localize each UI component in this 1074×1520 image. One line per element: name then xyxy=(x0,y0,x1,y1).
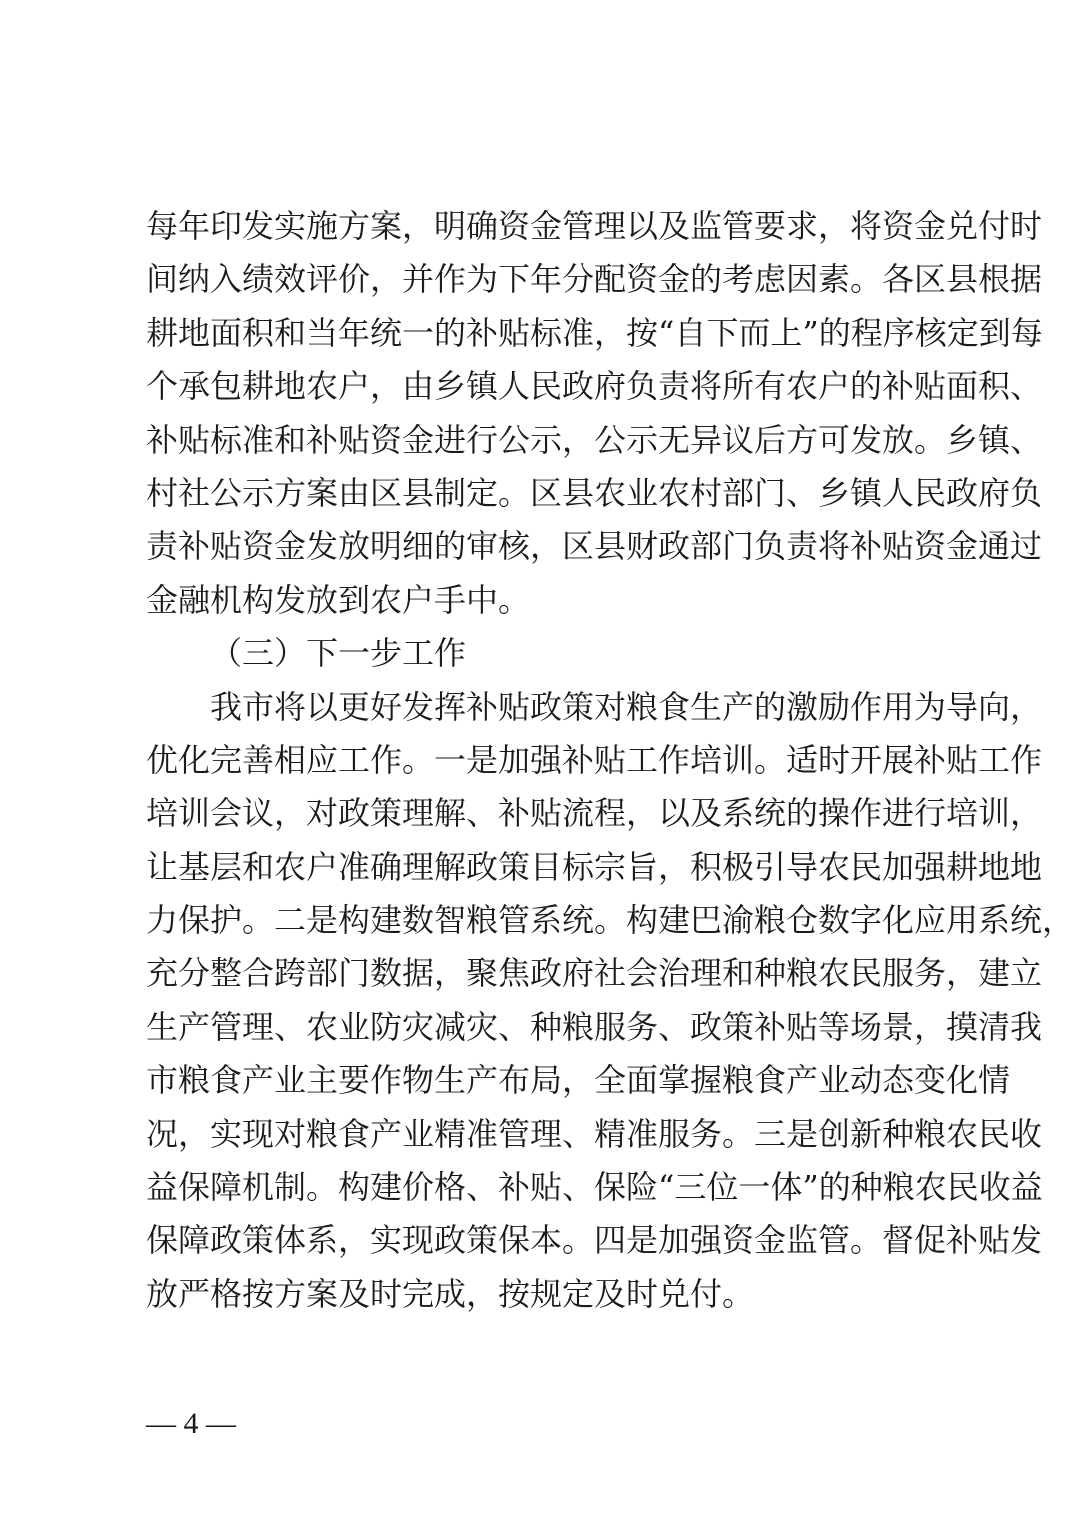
text-line: 生产管理、农业防灾减灾、种粮服务、政策补贴等场景，摸清我 xyxy=(146,1007,1043,1046)
paragraph-next-steps xyxy=(146,681,1074,1322)
text-line: 力保护。二是构建数智粮管系统。构建巴渝粮仓数字化应用系统， xyxy=(146,901,1074,940)
text-line: 培训会议，对政策理解、补贴流程，以及系统的操作进行培训， xyxy=(146,794,1043,833)
text-line: 放严格按方案及时完成，按规定及时兑付。 xyxy=(146,1274,755,1313)
text-line: 补贴标准和补贴资金进行公示，公示无异议后方可发放。乡镇、 xyxy=(146,420,1043,459)
paragraph-funding-procedure xyxy=(146,200,1043,627)
text-line: 金融机构发放到农户手中。 xyxy=(146,580,531,619)
text-line: 我市将以更好发挥补贴政策对粮食生产的激励作用为导向， xyxy=(210,687,1043,726)
text-line: 让基层和农户准确理解政策目标宗旨，积极引导农民加强耕地地 xyxy=(146,847,1043,886)
text-line: 保障政策体系，实现政策保本。四是加强资金监管。督促补贴发 xyxy=(146,1221,1043,1260)
text-line: 间纳入绩效评价，并作为下年分配资金的考虑因素。各区县根据 xyxy=(146,260,1043,299)
text-line: 个承包耕地农户，由乡镇人民政府负责将所有农户的补贴面积、 xyxy=(146,367,1043,406)
text-line: 充分整合跨部门数据，聚焦政府社会治理和种粮农民服务，建立 xyxy=(146,954,1043,993)
page-number: — 4 — xyxy=(146,1407,236,1440)
text-line: 市粮食产业主要作物生产布局，全面掌握粮食产业动态变化情 xyxy=(146,1061,1011,1100)
text-line: 优化完善相应工作。一是加强补贴工作培训。适时开展补贴工作 xyxy=(146,740,1043,779)
text-line: 况，实现对粮食产业精准管理、精准服务。三是创新种粮农民收 xyxy=(146,1114,1043,1153)
text-line: 益保障机制。构建价格、补贴、保险“三位一体”的种粮农民收益 xyxy=(146,1168,1043,1207)
text-line: 每年印发实施方案，明确资金管理以及监管要求，将资金兑付时 xyxy=(146,207,1043,245)
text-line: 耕地面积和当年统一的补贴标准，按“自下而上”的程序核定到每 xyxy=(146,313,1043,352)
document-body xyxy=(146,200,1074,1321)
text-line: 村社公示方案由区县制定。区县农业农村部门、乡镇人民政府负 xyxy=(146,473,1043,512)
text-line: 责补贴资金发放明细的审核，区县财政部门负责将补贴资金通过 xyxy=(146,527,1043,566)
section-heading: （三）下一步工作 xyxy=(210,634,467,673)
